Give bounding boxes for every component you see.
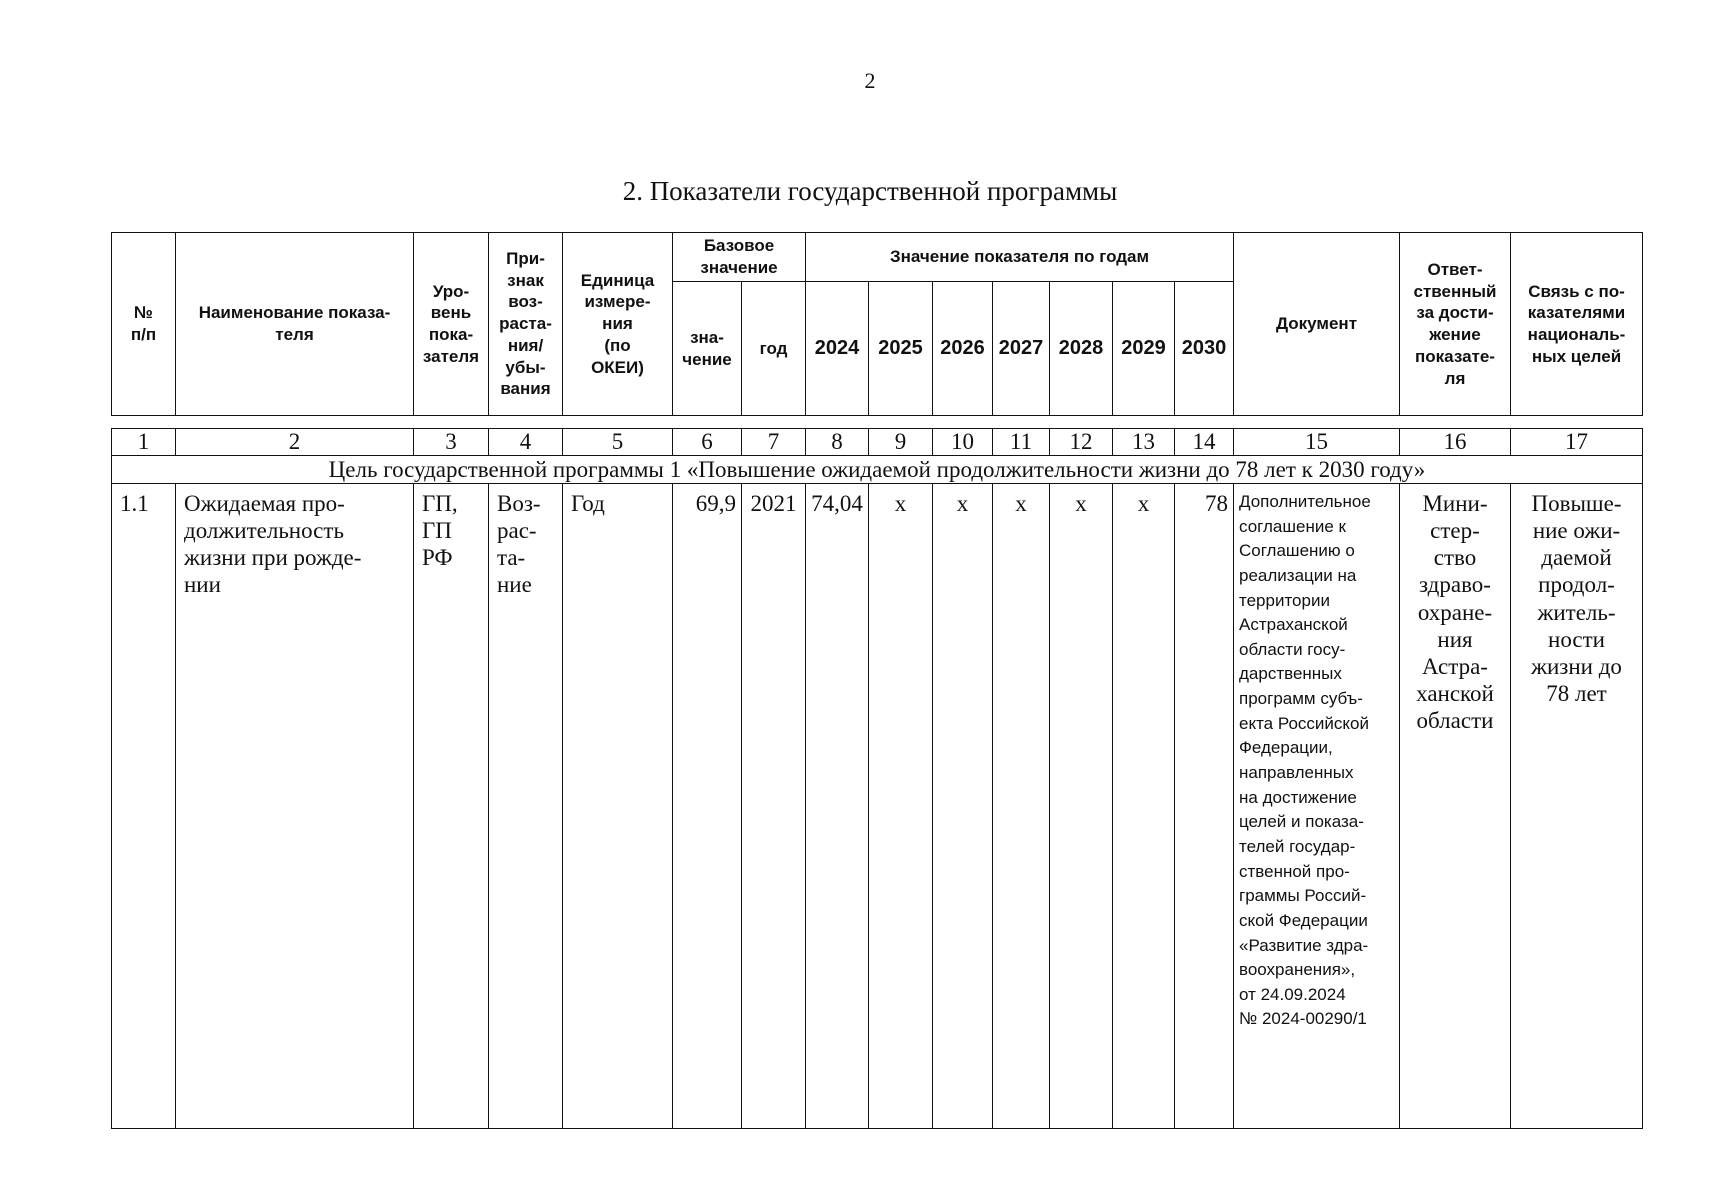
document-line: от 24.09.2024 [1239,984,1346,1004]
header-year-2028: 2028 [1050,282,1113,416]
column-number: 6 [673,429,742,456]
column-number: 13 [1113,429,1175,456]
document-line: Соглашению о [1239,541,1355,561]
column-number: 4 [489,429,563,456]
column-number: 8 [806,429,869,456]
column-number: 16 [1400,429,1511,456]
goal-row [112,456,1643,484]
column-number: 5 [563,429,673,456]
header-year-2024: 2024 [806,282,869,416]
document-line: екта Российской [1239,713,1369,733]
row-level: ГП, ГП РФ [414,484,489,1129]
row-responsible: Мини- стер- ство здраво- охране- ния Астра- ханской области [1400,484,1511,1129]
header-name: Наименование показа- теля [176,233,414,416]
header-base: Базовое значение [673,233,806,282]
document-line: № 2024-00290/1 [1239,1009,1367,1029]
header-link: Связь с по- казателями националь- ных целей [1511,233,1643,416]
row-base-year: 2021 [742,484,806,1129]
column-number: 1 [112,429,176,456]
document-line: Астраханской [1239,615,1348,635]
document-line: дарственных [1239,664,1342,684]
document-line: Дополнительное [1239,492,1371,511]
document-line: граммы Россий- [1239,886,1367,906]
indicators-body-table [111,428,1643,1129]
column-number: 3 [414,429,489,456]
goal-text: Цель государственной программы 1 «Повышение ожидаемой продолжительности жизни до 78 лет к 2030 году» [112,456,1643,484]
column-number: 10 [933,429,993,456]
document-line: целей и показа- [1239,812,1364,832]
column-number-row [112,429,1643,456]
row-base-value: 69,9 [673,484,742,1129]
row-value-2024: 74,04 [806,484,869,1129]
row-num: 1.1 [112,484,176,1129]
document-line: реализации на [1239,565,1357,585]
row-sign: Воз- рас- та- ние [489,484,563,1129]
header-year-2026: 2026 [933,282,993,416]
header-year-2029: 2029 [1113,282,1175,416]
column-number: 2 [176,429,414,456]
column-number: 17 [1511,429,1643,456]
document-line: «Развитие здра- [1239,935,1369,955]
header-sign: При- знак воз- раста- ния/ убы- вания [489,233,563,416]
document-line: ственной про- [1239,861,1350,881]
header-year-2030: 2030 [1175,282,1234,416]
row-name: Ожидаемая про- должительность жизни при рожде- нии [176,484,414,1129]
document-line: направленных [1239,763,1354,783]
column-number: 11 [993,429,1050,456]
header-base-year: год [742,282,806,416]
document-line: воохранения», [1239,960,1356,980]
header-year-2025: 2025 [869,282,933,416]
document-line: области госу- [1239,639,1346,659]
column-number: 12 [1050,429,1113,456]
document-line: программ субъ- [1239,689,1363,709]
header-document: Документ [1234,233,1400,416]
row-value-2025: х [869,484,933,1129]
column-number: 9 [869,429,933,456]
row-value-2028: х [1050,484,1113,1129]
row-unit: Год [563,484,673,1129]
document-line: территории [1239,590,1330,610]
document-line: Федерации, [1239,738,1333,758]
column-number: 15 [1234,429,1400,456]
row-value-2026: х [933,484,993,1129]
header-num: № п/п [112,233,176,416]
row-link: Повыше- ние ожи- даемой продол- житель- ности жизни до 78 лет [1511,484,1643,1129]
header-level: Уро- вень пока- зателя [414,233,489,416]
row-value-2029: х [1113,484,1175,1129]
document-line: соглашение к [1239,516,1346,536]
header-years-group: Значение показателя по годам [806,233,1234,282]
column-number: 14 [1175,429,1234,456]
header-responsible: Ответ- ственный за дости- жение показате- ля [1400,233,1511,416]
document-line: ской Федерации [1239,910,1368,930]
header-unit: Единица измере- ния (по ОКЕИ) [563,233,673,416]
header-year-2027: 2027 [993,282,1050,416]
page-title: 2. Показатели государственной программы [622,176,1118,206]
header-base-value: зна- чение [673,282,742,416]
row-value-2030: 78 [1175,484,1234,1129]
table-row [112,484,1643,1129]
document-line: телей государ- [1239,836,1356,856]
page-number: 2 [864,68,876,93]
row-document [1234,484,1400,1129]
document-line: на достижение [1239,787,1357,807]
column-number: 7 [742,429,806,456]
row-value-2027: х [993,484,1050,1129]
indicators-header-table [111,232,1643,416]
